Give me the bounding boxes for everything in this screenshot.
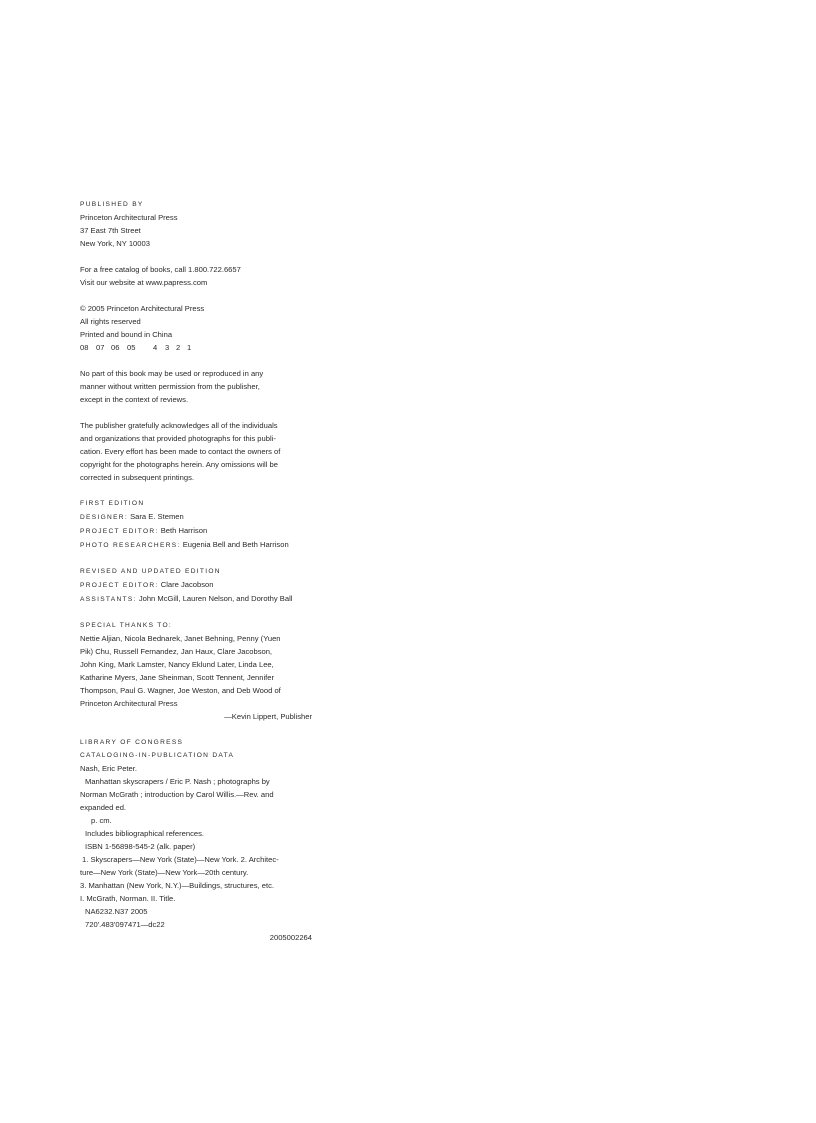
thanks-line: Thompson, Paul G. Wagner, Joe Weston, and Deb Wood of bbox=[80, 686, 281, 695]
assistants-names: John McGill, Lauren Nelson, and Dorothy Ball bbox=[138, 594, 293, 603]
cip-call-number: NA6232.N37 2005 bbox=[85, 907, 148, 916]
revised-edition-heading: REVISED AND UPDATED EDITION bbox=[80, 568, 221, 575]
copyright-page bbox=[80, 198, 312, 944]
cip-heading: LIBRARY OF CONGRESS bbox=[80, 739, 184, 746]
cip-lccn: 2005002264 bbox=[269, 933, 312, 942]
printing-number: 05 bbox=[127, 343, 136, 352]
first-edition-heading: FIRST EDITION bbox=[80, 500, 145, 507]
cip-author: Nash, Eric Peter. bbox=[80, 764, 137, 773]
cip-subject-line: 1. Skyscrapers—New York (State)—New York. 2. Architec- bbox=[82, 855, 279, 864]
project-editor-name: Beth Harrison bbox=[160, 526, 208, 535]
thanks-line: Princeton Architectural Press bbox=[80, 699, 178, 708]
publisher-street: 37 East 7th Street bbox=[80, 226, 141, 235]
acknowledgment-line: cation. Every effort has been made to contact the owners of bbox=[80, 447, 281, 456]
revised-editor-label: PROJECT EDITOR: bbox=[80, 582, 159, 589]
thanks-line: Katharine Myers, Jane Sheinman, Scott Tennent, Jennifer bbox=[80, 673, 275, 682]
photo-researchers-label: PHOTO RESEARCHERS: bbox=[80, 542, 181, 549]
rights-reserved: All rights reserved bbox=[80, 317, 141, 326]
revised-editor-credit bbox=[80, 578, 312, 592]
designer-label: DESIGNER: bbox=[80, 514, 128, 521]
printing-numbers bbox=[80, 341, 312, 354]
revised-editor-name: Clare Jacobson bbox=[160, 580, 214, 589]
special-thanks-heading: SPECIAL THANKS TO: bbox=[80, 622, 173, 629]
designer-credit bbox=[80, 510, 312, 524]
thanks-line: Nettie Aljian, Nicola Bednarek, Janet Behning, Penny (Yuen bbox=[80, 634, 281, 643]
printing-number: 2 bbox=[176, 343, 181, 352]
cip-title-line: Manhattan skyscrapers / Eric P. Nash ; photographs by bbox=[85, 777, 270, 786]
printed-in: Printed and bound in China bbox=[80, 330, 173, 339]
assistants-credit bbox=[80, 592, 312, 606]
acknowledgment-line: The publisher gratefully acknowledges all of the individuals bbox=[80, 421, 278, 430]
acknowledgment-line: copyright for the photographs herein. Any omissions will be bbox=[80, 460, 278, 469]
cip-isbn: ISBN 1-56898-545-2 (alk. paper) bbox=[85, 842, 196, 851]
catalog-phone: For a free catalog of books, call 1.800.722.6657 bbox=[80, 265, 241, 274]
notice-line: manner without written permission from the publisher, bbox=[80, 382, 260, 391]
printing-number: 08 bbox=[80, 343, 89, 352]
project-editor-label: PROJECT EDITOR: bbox=[80, 528, 159, 535]
printing-number: 4 bbox=[153, 343, 158, 352]
cip-bibliography: Includes bibliographical references. bbox=[85, 829, 205, 838]
thanks-line: Pik) Chu, Russell Fernandez, Jan Haux, Clare Jacobson, bbox=[80, 647, 273, 656]
published-heading: PUBLISHED BY bbox=[80, 201, 144, 208]
notice-line: except in the context of reviews. bbox=[80, 395, 189, 404]
cip-subject-line: 3. Manhattan (New York, N.Y.)—Buildings, structures, etc. bbox=[80, 881, 275, 890]
thanks-line: John King, Mark Lamster, Nancy Eklund Later, Linda Lee, bbox=[80, 660, 274, 669]
printing-number: 1 bbox=[187, 343, 192, 352]
cip-title-line: Norman McGrath ; introduction by Carol Willis.—Rev. and bbox=[80, 790, 274, 799]
notice-line: No part of this book may be used or reproduced in any bbox=[80, 369, 264, 378]
catalog-website: Visit our website at www.papress.com bbox=[80, 278, 208, 287]
assistants-label: ASSISTANTS: bbox=[80, 596, 137, 603]
printing-number: 07 bbox=[96, 343, 105, 352]
acknowledgment-line: corrected in subsequent printings. bbox=[80, 473, 194, 482]
copyright-line: © 2005 Princeton Architectural Press bbox=[80, 304, 205, 313]
cip-dewey: 720'.483'097471—dc22 bbox=[85, 920, 165, 929]
photo-researchers-credit bbox=[80, 538, 312, 552]
cip-subject-line: I. McGrath, Norman. II. Title. bbox=[80, 894, 176, 903]
designer-name: Sara E. Stemen bbox=[130, 512, 184, 521]
printing-number: 06 bbox=[111, 343, 120, 352]
printing-number: 3 bbox=[165, 343, 170, 352]
cip-subject-line: ture—New York (State)—New York—20th century. bbox=[80, 868, 249, 877]
cip-pages: p. cm. bbox=[91, 816, 112, 825]
project-editor-credit bbox=[80, 524, 312, 538]
cip-title-line: expanded ed. bbox=[80, 803, 127, 812]
cip-subheading: CATALOGING-IN-PUBLICATION DATA bbox=[80, 752, 235, 759]
publisher-signature: —Kevin Lippert, Publisher bbox=[224, 712, 312, 721]
acknowledgment-line: and organizations that provided photographs for this publi- bbox=[80, 434, 276, 443]
publisher-name: Princeton Architectural Press bbox=[80, 213, 178, 222]
publisher-city: New York, NY 10003 bbox=[80, 239, 150, 248]
photo-researchers-names: Eugenia Bell and Beth Harrison bbox=[182, 540, 289, 549]
